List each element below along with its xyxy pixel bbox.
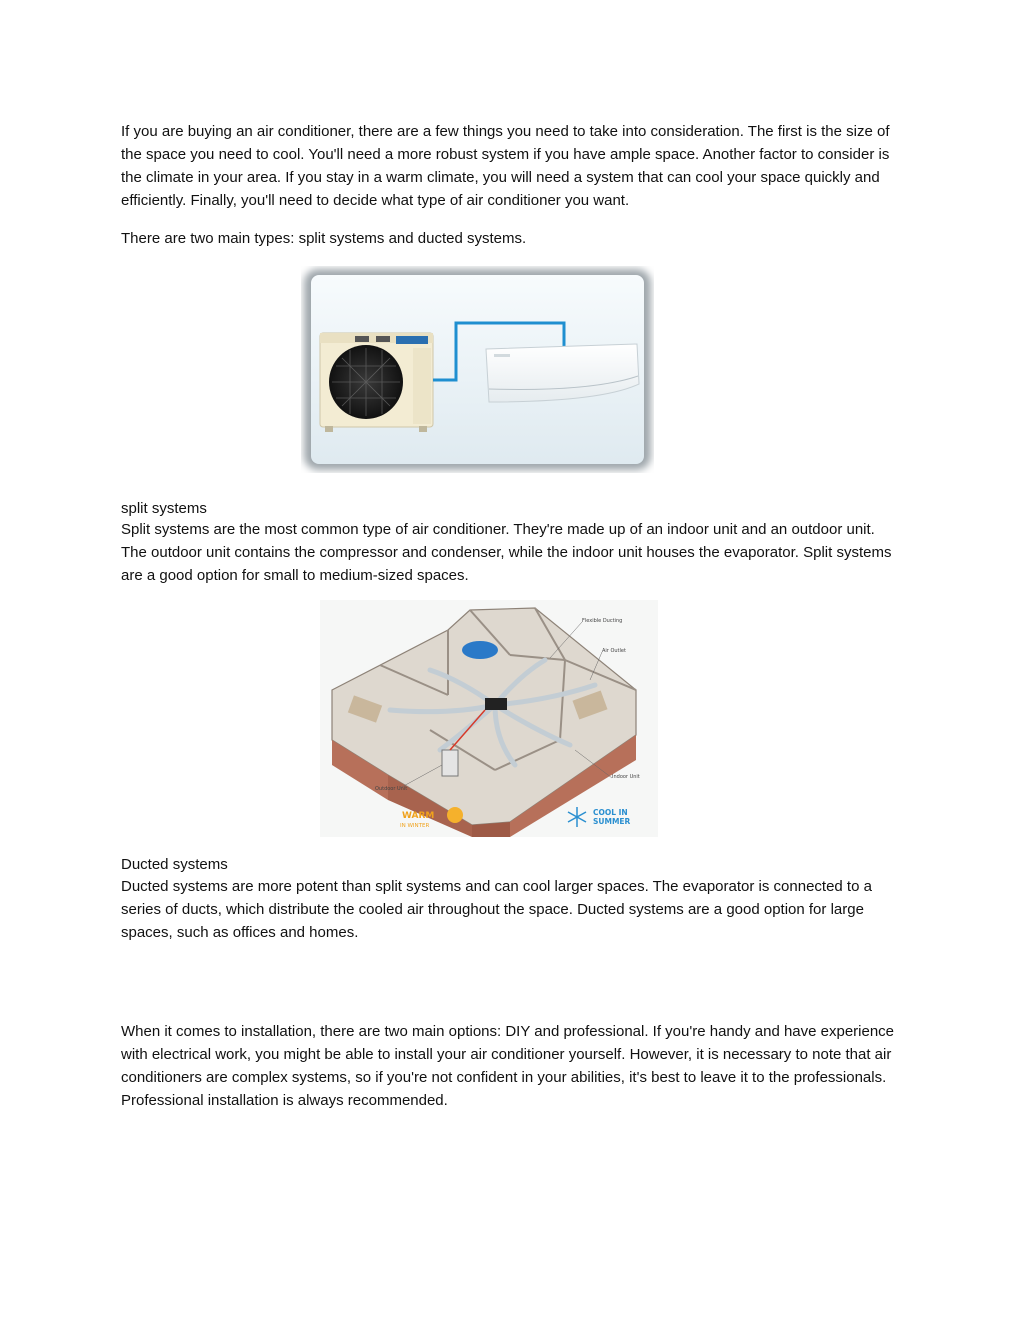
- label-indoor-unit: Indoor Unit: [612, 774, 640, 780]
- label-outdoor-unit: Outdoor Unit: [375, 786, 408, 792]
- split-systems-paragraph: Split systems are the most common type of air conditioner. They're made up of an indoor unit and an outdoor unit. The outdoor unit contains the compressor and condenser, while the indoor unit houses the evaporator. Split systems are a good option for small to medium-sized spaces.: [121, 521, 892, 584]
- types-paragraph: There are two main types: split systems and ducted systems.: [121, 230, 527, 247]
- outdoor-unit: [442, 750, 458, 776]
- split-systems-heading: split systems: [121, 500, 207, 517]
- indoor-unit: [485, 698, 507, 710]
- svg-text:COOL IN: COOL IN: [593, 808, 628, 817]
- car: [462, 641, 498, 659]
- split-system-image: [301, 266, 654, 473]
- installation-paragraph: When it comes to installation, there are two main options: DIY and professional. If you're handy and have experience with electrical work, you might be able to install your air conditioner yourself. However, it is necessary to note that air conditioners are complex systems, so if you're not confident in your abilities, it's best to leave it to the professionals. Professional installation is always recommended.: [121, 1023, 895, 1109]
- svg-text:SUMMER: SUMMER: [593, 817, 631, 826]
- cool-in-summer-badge: [568, 807, 631, 827]
- sun-icon: [447, 807, 463, 823]
- ducted-system-image: [320, 600, 658, 837]
- intro-paragraph: If you are buying an air conditioner, there are a few things you need to take into consideration. The first is the size of the space you need to cool. You'll need a more robust system if you have ample space. Another factor to consider is the climate in your area. If you stay in a warm climate, you will need a system that can cool your space quickly and efficiently. Finally, you'll need to decide what type of air conditioner you want.: [121, 123, 890, 209]
- label-flexible-ducting: Flexible Ducting: [582, 618, 623, 624]
- label-air-outlet: Air Outlet: [602, 648, 626, 654]
- svg-text:WARM: WARM: [402, 811, 435, 821]
- svg-text:IN WINTER: IN WINTER: [400, 823, 430, 829]
- outdoor-unit: [320, 333, 433, 432]
- ducted-systems-heading: Ducted systems: [121, 856, 228, 873]
- ducted-systems-paragraph: Ducted systems are more potent than split systems and can cool larger spaces. The evaporator is connected to a series of ducts, which distribute the cooled air throughout the space. Ducted systems are a good option for large spaces, such as offices and homes.: [121, 878, 872, 941]
